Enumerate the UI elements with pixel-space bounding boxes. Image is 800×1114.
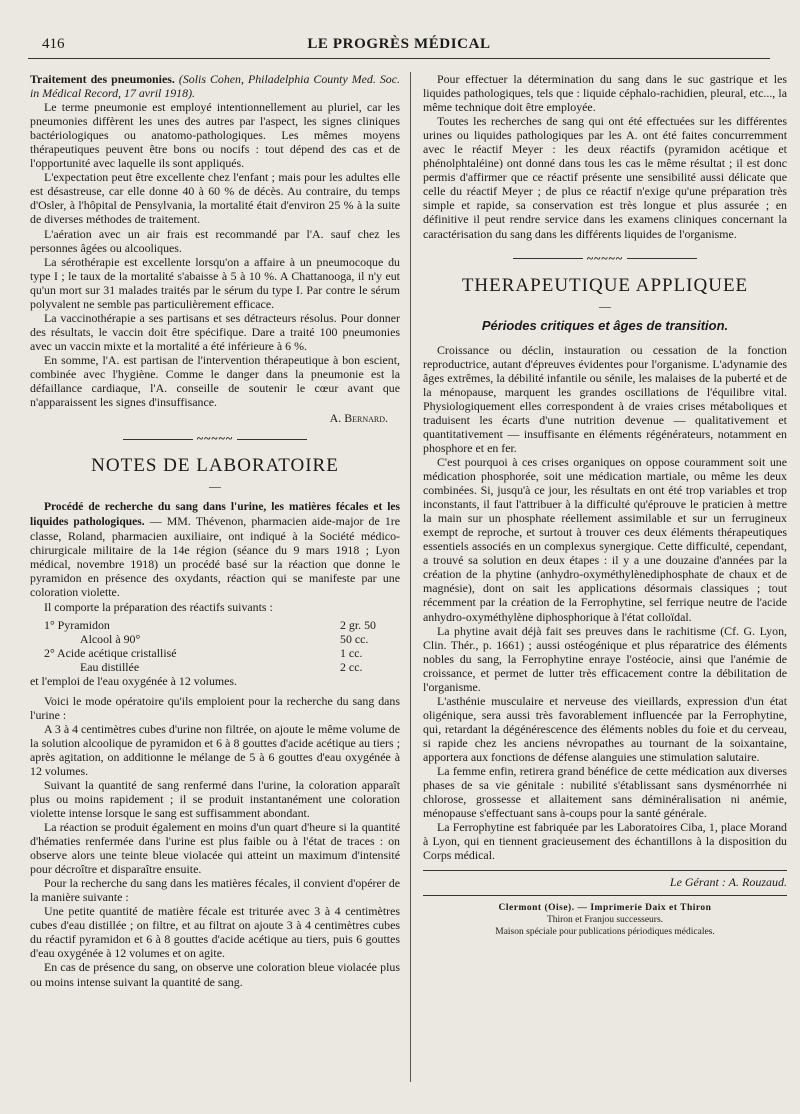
- paragraph: Le terme pneumonie est employé intentionnellement au pluriel, car les pneumonies diffèrent les unes des autres par l'aspect, les signes cliniques bactériologiques ou anatomo-pathologiques. Les mêmes moyens thérapeutiques peuvent être bons ou nocifs : tout dépend des cas et de l'opportunité avec laquelle ils sont appliqués.: [30, 100, 400, 171]
- article-title: Procédé de recherche du sang dans l'urine, les matières fécales et les liquides pathologiques.: [30, 501, 400, 529]
- paragraph: Croissance ou déclin, instauration ou cessation de la fonction reproductrice, autant d'épreuves évidentes pour l'organisme. L'adynamie des âges extrêmes, la débilité infantile ou sénile, les malaises de la puberté et de la ménopause, marquent les grandes oscillations de l'équilibre vital. Physiologiquement elles correspondent à de vraies crises métaboliques et traduisent les écarts d'une nutrition devenue — qualitativement et quantitativement — insuffisante en éléments régénérateurs, notamment en phosphore et en fer.: [423, 342, 787, 455]
- section-title-laboratoire: NOTES DE LABORATOIRE: [91, 455, 339, 477]
- paragraph: Une petite quantité de matière fécale est triturée avec 3 à 4 centimètres cubes d'eau distillée ; on filtre, et au filtrat on ajoute 3 à 4 centimètres cubes du réactif pyramidon et 6 à 8 gouttes d'acide acétique au tiers, puis 6 gouttes d'eau oxygénée à 12 volumes et on agite.: [30, 904, 400, 961]
- section-title-therapeutique: THERAPEUTIQUE APPLIQUEE: [461, 274, 749, 296]
- paragraph: Toutes les recherches de sang qui ont été effectuées sur les différentes urines ou liquides pathologiques par les A. ont été faites concurremment avec le réactif Meyer : les deux réactifs (pyramidon acétique et phénolphtaléine) ont donné dans tous les cas le même résultat ; il est donc permis d'affirmer que ce réactif présente une sensibilité aussi délicate que celle du réactif Meyer ; de plus ce réactif n'exige qu'une préparation très simple et rapide, sa conservation est très longue et plus assurée ; en définitive il peut rendre service dans les examens cliniques concernant la caractérisation du sang dans les différents liquides de l'organisme.: [423, 114, 787, 241]
- imprint-line: Thiron et Franjou successeurs.: [546, 915, 664, 926]
- page-number: 416: [42, 36, 65, 52]
- article-sang-lead: [30, 499, 400, 599]
- article-pneumonie-lead: [30, 72, 400, 100]
- paragraph: Pour la recherche du sang dans les matières fécales, il convient d'opérer de la manière suivante :: [30, 876, 400, 905]
- article-title: Traitement des pneumonies.: [30, 72, 175, 86]
- gerant-line: Le Gérant : A. Rouzaud.: [423, 870, 787, 889]
- paragraph: Voici le mode opératoire qu'ils emploient pour la recherche du sang dans l'urine :: [30, 693, 400, 722]
- ornament-divider: ~~~~~: [423, 251, 787, 265]
- section-subtitle: Périodes critiques et âges de transition.: [481, 317, 729, 333]
- paragraph: Il comporte la préparation des réactifs suivants :: [44, 599, 273, 614]
- recipe-row: Eau distillée 2 cc.: [80, 659, 363, 674]
- paragraph: L'expectation peut être excellente chez l'enfant ; mais pour les adultes elle est désastreuse, car elle donne 40 à 60 % de décès. Au contraire, du temps d'Osler, à l'hôpital de Pensylvania, la mortalité était d'environ 25 % à la suite de diverses méthodes de traitement.: [30, 170, 400, 227]
- recipe-row: 2° Acide acétique cristallisé 1 cc.: [44, 645, 363, 660]
- paragraph: La vaccinothérapie a ses partisans et ses détracteurs résolus. Pour donner des résultats, le vaccin doit être spécifique. Dare a traité 100 pneumonies avec un vaccin mixte et la mortalité a été inférieure à 6 %.: [30, 310, 400, 353]
- section-dash: —: [209, 479, 221, 494]
- paragraph: A 3 à 4 centimètres cubes d'urine non filtrée, on ajoute le même volume de la solution alcoolique de pyramidon et 6 à 8 gouttes d'acide acétique au tiers ; après agitation, on additionne le mélange de 5 à 6 gouttes d'eau oxygénée à 12 volumes.: [30, 721, 400, 778]
- paragraph: et l'emploi de l'eau oxygénée à 12 volumes.: [30, 673, 238, 688]
- paragraph: L'asthénie musculaire et nerveuse des vieillards, expression d'un état oligénique, sera aussi très favorablement influencée par la Ferrophytine, qui, retardant la dégénérescence des éléments nobles du foie et du cerveau, si rapide chez les anciens névropathes au tournant de la soixantaine, apportera aux fonctions de défense alanguies une stimulation salutaire.: [423, 693, 787, 764]
- paragraph: L'aération avec un air frais est recommandé par l'A. sauf chez les personnes âgées ou alcooliques.: [30, 226, 400, 255]
- printer-imprint: [423, 895, 787, 938]
- left-column: [30, 72, 400, 989]
- page-header: [28, 36, 770, 59]
- paragraph: C'est pourquoi à ces crises organiques on oppose couramment soit une médication phosphorée, soit une médication martiale, ou même les deux combinées. Si, jusqu'à ce jour, les résultats en ont été trop variables et trop inconstants, il faut l'attribuer à la difficulté qu'éprouve le praticien à mettre la main sur un phosphate réellement assimilable et sur un ferrugineux exempt de reproche, et surtout à trouver ces deux éléments thérapeutiques essentiels associés en un complexus synergique. Cette difficulté, cependant, a trouvé sa solution en deux étapes : il y a une douzaine d'années par la création de la phytine (anhydro-oxyméthylènediphosphate de chaux et de magnésie), dont on sait les applications désormais classiques ; tout récemment par la création de la Ferrophytine, sel ferrique neutre de l'acide anhydro-oxyméthylène diphosphorique à l'état colloïdal.: [423, 454, 787, 624]
- article-intro: — MM. Thévenon, pharmacien aide-major de 1re classe, Roland, pharmacien auxiliaire, ont indiqué à la Société médico-chirurgicale militaire de la 14e région (séance du 9 mars 1918 ; Lyon médical, novembre 1918) un procédé basé sur la réaction que donne le pyramidon en présence des oxydants, réaction qui se manifeste par une coloration violette.: [30, 514, 401, 600]
- recipe-row: 1° Pyramidon 2 gr. 50: [44, 617, 377, 632]
- paragraph: En cas de présence du sang, on observe une coloration bleue violacée plus ou moins intense suivant la quantité de sang.: [30, 960, 400, 989]
- ornament-divider: ~~~~~: [30, 431, 400, 445]
- column-divider: [410, 72, 411, 1082]
- recipe-row: Alcool à 90° 50 cc.: [80, 631, 369, 646]
- paragraph: La Ferrophytine est fabriquée par les Laboratoires Ciba, 1, place Morand à Lyon, qui en tiennent gracieusement des échantillons à la disposition du Corps médical.: [423, 820, 787, 863]
- paragraph: La réaction se produit également en moins d'un quart d'heure si la quantité d'hématies renfermée dans l'urine est plus faible ou à l'état de traces : on observe alors une teinte bleue violacée qui atteint un maximum d'intensité pour décroître et disparaître ensuite.: [30, 820, 400, 877]
- recipe-table: [30, 618, 400, 674]
- article-byline: (Solis Cohen, Philadelphia County Med. Soc. in Médical Record, 17 avril 1918).: [30, 72, 400, 101]
- paragraph: La sérothérapie est excellente lorsqu'on a affaire à un pneumocoque du type I ; le taux de la mortalité s'abaisse à 5 à 10 %. A Chattanooga, il n'y eut qu'un mort sur 31 malades traités par le sérum du type I. Par contre le sérum polyvalent ne semble pas particulièrement efficace.: [30, 254, 400, 311]
- section-dash: —: [599, 298, 611, 313]
- paragraph: En somme, l'A. est partisan de l'intervention thérapeutique à bon escient, combinée avec l'hygiène. Comme le danger dans la pneumonie est la défaillance cardiaque, l'A. conseille de soutenir le cœur avant que n'apparaissent les signes d'insuffisance.: [30, 352, 400, 410]
- imprint-line: Maison spéciale pour publications périodiques médicales.: [495, 927, 715, 938]
- imprint-line: Clermont (Oise). — Imprimerie Daix et Thiron: [498, 903, 712, 914]
- paragraph: La phytine avait déjà fait ses preuves dans le rachitisme (Cf. G. Lyon, Clin. Thér., p. 1661) ; aussi ostéogénique et plus réparatrice des éléments nobles du sang, la Ferrophytine enraye l'ostéocie, ainsi que l'anémie de croissance, et permet de lutter très efficacement contre la débilitation de l'organisme.: [423, 623, 787, 694]
- right-column: [423, 72, 787, 938]
- paragraph: Suivant la quantité de sang renfermé dans l'urine, la coloration apparaît plus ou moins rapidement ; il se produit instantanément une coloration violette intense lorsque le sang est suffisamment abondant.: [30, 777, 400, 820]
- paragraph: La femme enfin, retirera grand bénéfice de cette médication aux diverses phases de sa vie génitale : nubilité s'établissant sans dysménorrhée ni chlorose, grossesse et allaitement sans déminéralisation ni anémie, ménopause s'effectuant sans à-coups pour la santé générale.: [423, 764, 787, 821]
- running-title: LE PROGRÈS MÉDICAL: [307, 36, 491, 52]
- paragraph: Pour effectuer la détermination du sang dans le suc gastrique et les liquides pathologiques, tels que : liquide céphalo-rachidien, pleural, etc..., la même technique doit être employée.: [423, 72, 787, 115]
- signature: A. Bernard.: [329, 411, 388, 426]
